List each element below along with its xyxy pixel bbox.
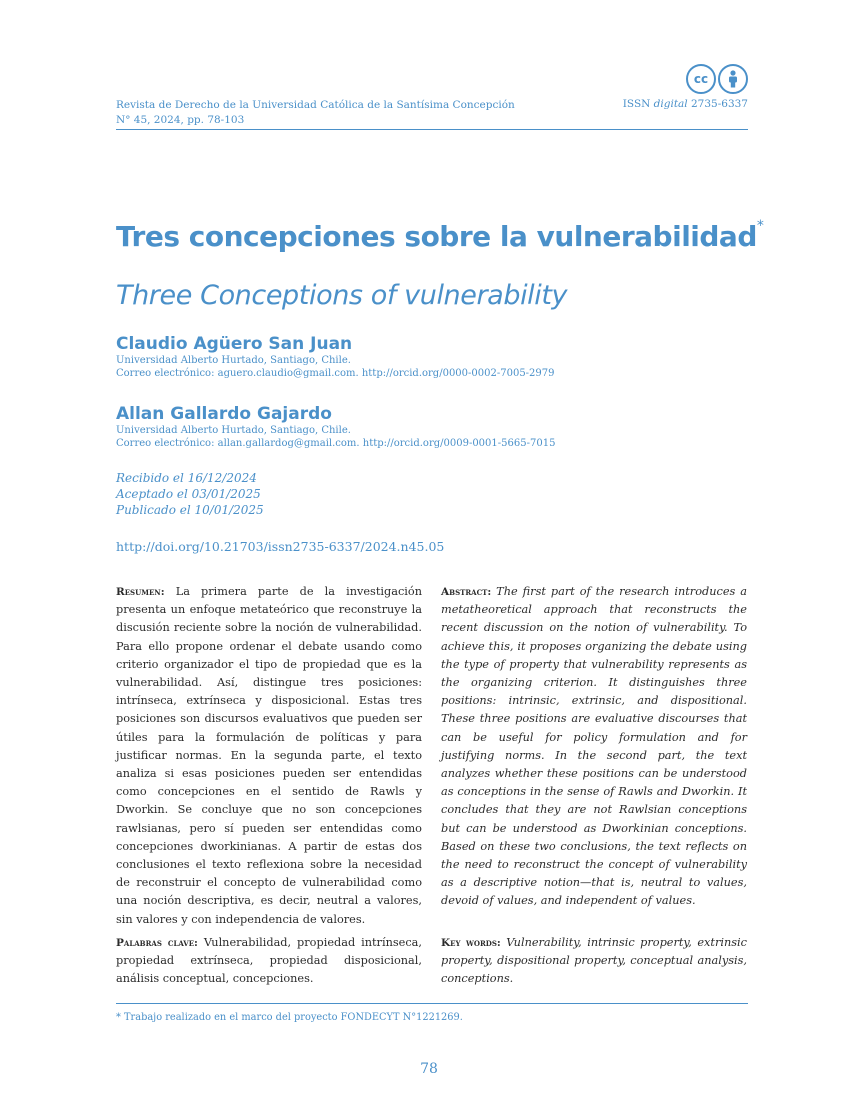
accepted-date: Aceptado el 03/01/2025	[116, 487, 261, 501]
author-name: Claudio Agüero San Juan	[116, 334, 353, 354]
license-badges	[686, 64, 748, 94]
keywords-english-text: Vulnerability, intrinsic property, extrinsic property, dispositional property, conceptual analysis, conceptions.	[441, 936, 747, 986]
keywords-spanish	[116, 934, 422, 989]
keywords-english	[441, 934, 747, 989]
author-contact[interactable]: Correo electrónico: aguero.claudio@gmail.com. http://orcid.org/0000-0002-7005-2979	[116, 368, 555, 379]
author-contact[interactable]: Correo electrónico: allan.gallardog@gmail.com. http://orcid.org/0009-0001-5665-7015	[116, 438, 556, 449]
author-block	[116, 334, 555, 380]
keywords-english-label: Key words:	[441, 937, 501, 949]
issn-number: 2735-6337	[687, 98, 748, 110]
header-divider	[116, 129, 748, 130]
abstract-spanish	[116, 583, 422, 929]
keywords-spanish-text: Vulnerabilidad, propiedad intrínseca, propiedad extrínseca, propiedad disposicional, análisis conceptual, concepciones.	[116, 936, 422, 986]
page-number: 78	[420, 1061, 438, 1077]
footnote: * Trabajo realizado en el marco del proyecto FONDECYT N°1221269.	[116, 1012, 463, 1023]
issn	[623, 98, 748, 110]
footnote-marker: *	[756, 218, 764, 234]
author-affiliation: Universidad Alberto Hurtado, Santiago, Chile.	[116, 355, 351, 366]
doi-link[interactable]: http://doi.org/10.21703/issn2735-6337/2024.n45.05	[116, 539, 445, 554]
title-spanish-text: Tres concepciones sobre la vulnerabilidad	[116, 220, 757, 253]
abstract-english-label: Abstract:	[441, 586, 492, 598]
abstract-spanish-text: La primera parte de la investigación presenta un enfoque metateórico que reconstruye la discusión reciente sobre la noción de vulnerabilidad. Para ello propone ordenar el debate usando como criterio organizador el tipo de propiedad que es la vulnerabilidad. Así, distingue tres posiciones: intrínseca, extrínseca y disposicional. Estas tres posiciones son discursos evaluativos que pueden ser útiles para la formulación de políticas y para justificar normas. En la segunda parte, el texto analiza si esas posiciones pueden ser entendidas como concepciones en el sentido de Rawls y Dworkin. Se concluye que no son concepciones rawlsianas, pero sí pueden ser entendidas como concepciones dworkinianas. A partir de estas dos conclusiones el texto reflexiona sobre la necesidad de reconstruir el concepto de vulnerabilidad como una noción descriptiva, es decir, neutral a valores, sin valores y con independencia de valores.	[116, 585, 422, 926]
journal-issue: N° 45, 2024, pp. 78-103	[116, 114, 245, 126]
author-affiliation: Universidad Alberto Hurtado, Santiago, Chile.	[116, 425, 351, 436]
journal-name: Revista de Derecho de la Universidad Católica de la Santísima Concepción	[116, 99, 515, 111]
publication-dates	[116, 470, 264, 518]
abstract-english-text: The first part of the research introduces a metatheoretical approach that reconstructs the recent discussion on the notion of vulnerability. To achieve this, it proposes organizing the debate using the type of property that vulnerability represents as the organizing criterion. It distinguishes three positions: intrinsic, extrinsic, and dispositional. These three positions are evaluative discourses that can be useful for policy formulation and for justifying norms. In the second part, the text analyzes whether these positions can be understood as conceptions in the sense of Rawls and Dworkin. It concludes that they are not Rawlsian conceptions but can be understood as Dworkinian conceptions. Based on these two conclusions, the text reflects on the need to reconstruct the concept of vulnerability as a descriptive notion—that is, neutral to values, devoid of values, and independent of values.	[441, 585, 747, 908]
issn-digital: digital	[653, 98, 688, 110]
issn-prefix: ISSN	[622, 98, 654, 110]
journal-header	[116, 98, 515, 128]
creative-commons-icon: cc	[686, 64, 716, 94]
footnote-divider	[116, 1003, 748, 1004]
title-spanish	[116, 220, 763, 253]
author-name: Allan Gallardo Gajardo	[116, 404, 332, 424]
author-block	[116, 404, 555, 450]
published-date: Publicado el 10/01/2025	[116, 503, 264, 517]
abstract-english	[441, 583, 747, 911]
keywords-spanish-label: Palabras clave:	[116, 937, 198, 949]
person-icon	[726, 70, 740, 88]
title-english: Three Conceptions of vulnerability	[116, 280, 568, 311]
abstract-spanish-label: Resumen:	[116, 586, 165, 598]
attribution-icon	[718, 64, 748, 94]
received-date: Recibido el 16/12/2024	[116, 471, 257, 485]
